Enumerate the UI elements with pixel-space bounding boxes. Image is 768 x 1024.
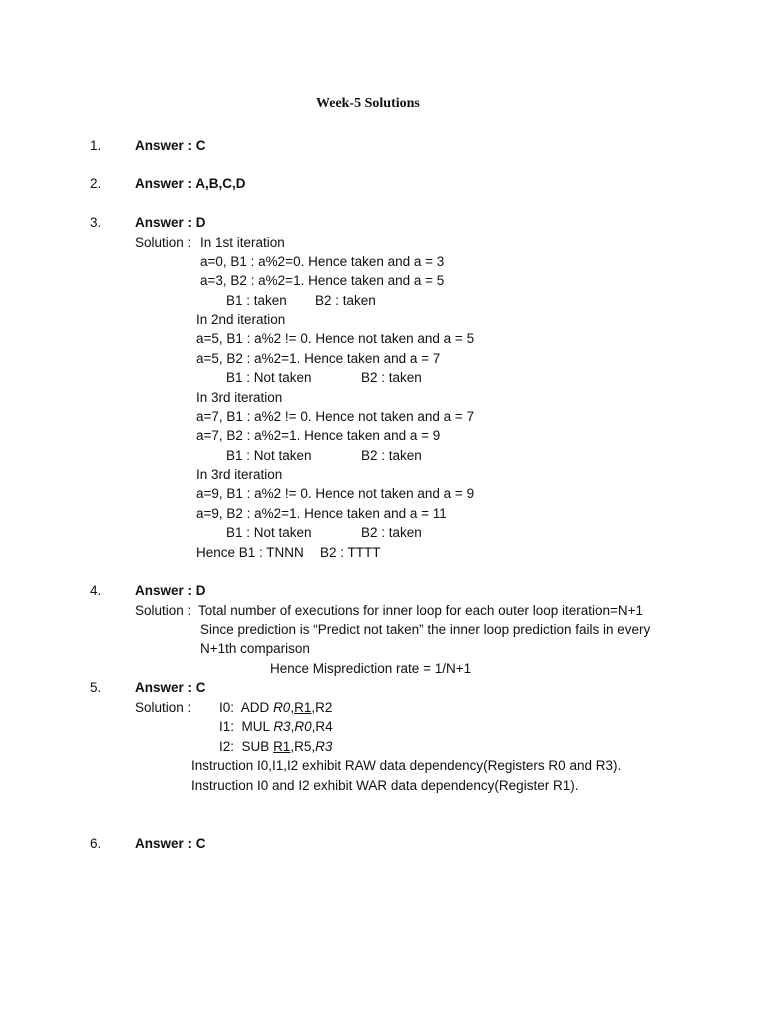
answer-label: Answer : C: [135, 138, 206, 153]
solution-line: Hence Misprediction rate = 1/N+1: [270, 661, 472, 676]
solution-line: B1 : taken: [226, 293, 287, 308]
page-title: Week-5 Solutions: [316, 96, 420, 111]
question-number: 4.: [90, 583, 102, 598]
solution-label: Solution :: [135, 235, 192, 250]
instruction-i0: [219, 700, 332, 716]
instruction-i1: [219, 719, 333, 735]
separator: ,: [290, 719, 295, 734]
solution-line: Since prediction is “Predict not taken” the inner loop prediction fails in every: [200, 622, 651, 637]
solution-label: Solution :: [135, 603, 192, 618]
solution-line: a=5, B2 : a%2=1. Hence taken and a = 7: [196, 351, 441, 366]
solution-line: a=0, B1 : a%2=0. Hence taken and a = 3: [200, 254, 445, 269]
register-r3: R3: [273, 719, 291, 734]
solution-line: a=5, B1 : a%2 != 0. Hence not taken and a = 5: [196, 331, 475, 346]
solution-line: In 2nd iteration: [196, 312, 286, 327]
solution-line: B2 : taken: [361, 525, 422, 540]
answer-label: Answer : C: [135, 680, 206, 695]
solution-line: Instruction I0 and I2 exhibit WAR data dependency(Register R1).: [191, 778, 579, 793]
instruction-label: I2:: [219, 739, 235, 754]
register-r0: R0: [273, 700, 291, 715]
solution-line: a=9, B1 : a%2 != 0. Hence not taken and a = 9: [196, 486, 475, 501]
answer-label: Answer : D: [135, 215, 206, 230]
solution-line: a=9, B2 : a%2=1. Hence taken and a = 11: [196, 506, 447, 521]
question-number: 2.: [90, 176, 102, 191]
instruction-i2: [219, 739, 332, 755]
register-r3: R3: [315, 739, 333, 754]
solution-line: B2 : taken: [315, 293, 376, 308]
question-number: 1.: [90, 138, 102, 153]
solution-line: In 3rd iteration: [196, 390, 283, 405]
instruction-label: I1:: [219, 719, 235, 734]
solution-line: B1 : Not taken: [226, 448, 312, 463]
answer-label: Answer : D: [135, 583, 206, 598]
operands-rest: ,R2: [311, 700, 333, 715]
instruction-label: I0:: [219, 700, 235, 715]
solution-line: N+1th comparison: [200, 641, 310, 656]
answer-label: Answer : A,B,C,D: [135, 176, 246, 191]
solution-line: a=7, B2 : a%2=1. Hence taken and a = 9: [196, 428, 441, 443]
solution-line: Instruction I0,I1,I2 exhibit RAW data dependency(Registers R0 and R3).: [191, 758, 622, 773]
solution-line: a=7, B1 : a%2 != 0. Hence not taken and a = 7: [196, 409, 475, 424]
solution-line: B2 : taken: [361, 448, 422, 463]
solution-line: Hence B1 : TNNN: [196, 545, 304, 560]
register-r0: R0: [294, 719, 312, 734]
solution-label: Solution :: [135, 700, 192, 715]
question-number: 5.: [90, 680, 102, 695]
opcode: SUB: [241, 739, 270, 754]
opcode: MUL: [241, 719, 270, 734]
solution-line: B2 : TTTT: [320, 545, 381, 560]
answer-label: Answer : C: [135, 836, 206, 851]
question-number: 3.: [90, 215, 102, 230]
solution-line: B2 : taken: [361, 370, 422, 385]
solution-line: B1 : Not taken: [226, 525, 312, 540]
solution-line: In 3rd iteration: [196, 467, 283, 482]
register-r1: R1: [273, 739, 291, 754]
solution-line: In 1st iteration: [200, 235, 285, 250]
solution-line: B1 : Not taken: [226, 370, 312, 385]
question-number: 6.: [90, 836, 102, 851]
operands-mid: ,R5,: [290, 739, 316, 754]
operands-rest: ,R4: [311, 719, 333, 734]
solution-line: Total number of executions for inner loop for each outer loop iteration=N+1: [198, 603, 644, 618]
separator: ,: [290, 700, 295, 715]
register-r1: R1: [294, 700, 312, 715]
opcode: ADD: [240, 700, 270, 715]
solution-line: a=3, B2 : a%2=1. Hence taken and a = 5: [200, 273, 445, 288]
